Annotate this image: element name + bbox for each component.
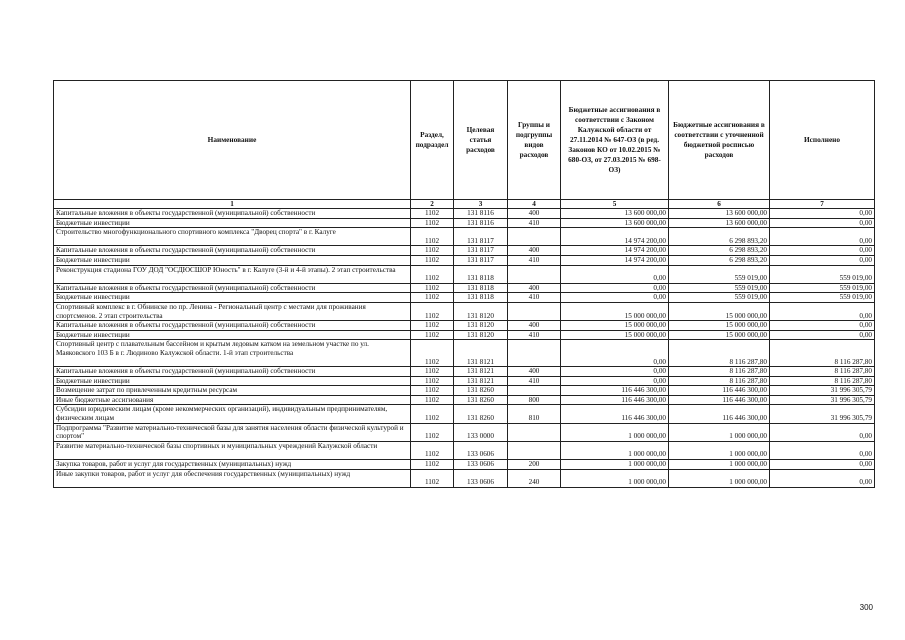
row-group: 410 xyxy=(508,255,561,265)
row-group: 400 xyxy=(508,209,561,219)
row-group: 400 xyxy=(508,367,561,377)
row-executed: 0,00 xyxy=(770,246,875,256)
row-name: Бюджетные инвестиции xyxy=(54,218,411,228)
row-section: 1102 xyxy=(411,330,454,340)
column-number: 2 xyxy=(411,200,454,209)
row-executed: 31 996 305,79 xyxy=(770,386,875,396)
row-name: Строительство многофункционального спортивного комплекса "Дворец спорта" в г. Калуге xyxy=(54,228,411,246)
table-row xyxy=(54,255,875,265)
table-row xyxy=(54,218,875,228)
row-article: 131 8260 xyxy=(454,395,508,405)
row-group xyxy=(508,265,561,283)
row-article: 133 0606 xyxy=(454,441,508,459)
row-name: Иные закупки товаров, работ и услуг для обеспечения государственных (муниципальных) нужд xyxy=(54,469,411,487)
row-budget-law: 14 974 200,00 xyxy=(561,255,669,265)
row-article: 131 8121 xyxy=(454,340,508,367)
table-row xyxy=(54,330,875,340)
row-name: Капитальные вложения в объекты государственной (муниципальной) собственности xyxy=(54,367,411,377)
header-budget-refined: Бюджетные ассигнования в соответствии с уточненной бюджетной росписью расходов xyxy=(669,81,770,200)
row-budget-law: 15 000 000,00 xyxy=(561,321,669,331)
row-budget-law: 15 000 000,00 xyxy=(561,330,669,340)
row-budget-refined: 6 298 893,20 xyxy=(669,228,770,246)
row-budget-law: 0,00 xyxy=(561,340,669,367)
row-name: Возмещение затрат по привлеченным кредитным ресурсам xyxy=(54,386,411,396)
row-budget-refined: 8 116 287,80 xyxy=(669,367,770,377)
row-section: 1102 xyxy=(411,218,454,228)
row-article: 131 8118 xyxy=(454,293,508,303)
header-budget-law: Бюджетные ассигнования в соответствии с Законом Калужской области от 27.11.2014 № 647-ОЗ (в ред. Законов КО от 10.02.2015 № 680-ОЗ, от 27.03.2015 № 698-ОЗ) xyxy=(561,81,669,200)
row-article: 131 8260 xyxy=(454,405,508,423)
row-name: Субсидии юридическим лицам (кроме некоммерческих организаций), индивидуальным предпринимателям, физическим лицам xyxy=(54,405,411,423)
row-budget-refined: 15 000 000,00 xyxy=(669,321,770,331)
row-section: 1102 xyxy=(411,209,454,219)
row-budget-law: 0,00 xyxy=(561,376,669,386)
column-number: 3 xyxy=(454,200,508,209)
row-executed: 0,00 xyxy=(770,330,875,340)
row-executed: 0,00 xyxy=(770,441,875,459)
row-budget-refined: 15 000 000,00 xyxy=(669,330,770,340)
table-row xyxy=(54,367,875,377)
row-budget-refined: 1 000 000,00 xyxy=(669,441,770,459)
row-executed: 8 116 287,80 xyxy=(770,340,875,367)
row-article: 133 0606 xyxy=(454,469,508,487)
column-number: 5 xyxy=(561,200,669,209)
row-executed: 8 116 287,80 xyxy=(770,376,875,386)
row-name: Подпрограмма "Развитие материально-технической базы для занятия населения области физической культурой и спортом" xyxy=(54,423,411,441)
table-row xyxy=(54,469,875,487)
row-article: 133 0000 xyxy=(454,423,508,441)
row-name: Бюджетные инвестиции xyxy=(54,293,411,303)
row-section: 1102 xyxy=(411,283,454,293)
row-budget-refined: 559 019,00 xyxy=(669,265,770,283)
row-executed: 559 019,00 xyxy=(770,265,875,283)
table-row xyxy=(54,209,875,219)
table-row xyxy=(54,386,875,396)
row-name: Реконструкция стадиона ГОУ ДОД "ОСДЮСШОР Юность" в г. Калуге (3-й и 4-й этапы). 2 этап строительства xyxy=(54,265,411,283)
row-budget-law: 116 446 300,00 xyxy=(561,386,669,396)
row-budget-refined: 13 600 000,00 xyxy=(669,209,770,219)
row-article: 131 8116 xyxy=(454,209,508,219)
row-group: 240 xyxy=(508,469,561,487)
row-budget-refined: 559 019,00 xyxy=(669,293,770,303)
row-group: 410 xyxy=(508,293,561,303)
column-number: 4 xyxy=(508,200,561,209)
row-budget-refined: 116 446 300,00 xyxy=(669,395,770,405)
row-group xyxy=(508,302,561,320)
row-group: 200 xyxy=(508,460,561,470)
row-article: 131 8260 xyxy=(454,386,508,396)
row-executed: 0,00 xyxy=(770,423,875,441)
header-row xyxy=(54,81,875,200)
row-budget-law: 15 000 000,00 xyxy=(561,302,669,320)
row-budget-refined: 15 000 000,00 xyxy=(669,302,770,320)
table-row xyxy=(54,395,875,405)
row-executed: 0,00 xyxy=(770,228,875,246)
row-group: 810 xyxy=(508,405,561,423)
header-group: Группы и подгруппы видов расходов xyxy=(508,81,561,200)
row-section: 1102 xyxy=(411,228,454,246)
row-section: 1102 xyxy=(411,265,454,283)
row-group xyxy=(508,386,561,396)
row-budget-law: 14 974 200,00 xyxy=(561,228,669,246)
row-name: Спортивный центр с плавательным бассейном и крытым ледовым катком на земельном участке по ул. Маяковского 103 Б в г. Людиново Калужской области. 1-й этап строительства xyxy=(54,340,411,367)
row-name: Капитальные вложения в объекты государственной (муниципальной) собственности xyxy=(54,283,411,293)
row-budget-law: 1 000 000,00 xyxy=(561,469,669,487)
row-budget-law: 0,00 xyxy=(561,283,669,293)
row-group: 800 xyxy=(508,395,561,405)
row-executed: 559 019,00 xyxy=(770,293,875,303)
row-executed: 0,00 xyxy=(770,302,875,320)
table-row xyxy=(54,228,875,246)
row-group xyxy=(508,228,561,246)
row-executed: 0,00 xyxy=(770,469,875,487)
table-row xyxy=(54,293,875,303)
row-section: 1102 xyxy=(411,376,454,386)
row-section: 1102 xyxy=(411,321,454,331)
budget-table xyxy=(53,80,875,488)
table-row xyxy=(54,265,875,283)
row-section: 1102 xyxy=(411,255,454,265)
row-budget-law: 0,00 xyxy=(561,293,669,303)
row-executed: 0,00 xyxy=(770,460,875,470)
row-article: 131 8120 xyxy=(454,302,508,320)
column-number-row xyxy=(54,200,875,209)
row-executed: 0,00 xyxy=(770,255,875,265)
row-group: 410 xyxy=(508,330,561,340)
header-section: Раздел, подраздел xyxy=(411,81,454,200)
row-budget-refined: 116 446 300,00 xyxy=(669,386,770,396)
row-article: 131 8120 xyxy=(454,321,508,331)
row-budget-law: 1 000 000,00 xyxy=(561,423,669,441)
row-group: 410 xyxy=(508,218,561,228)
row-article: 131 8117 xyxy=(454,228,508,246)
row-name: Капитальные вложения в объекты государственной (муниципальной) собственности xyxy=(54,321,411,331)
row-budget-refined: 1 000 000,00 xyxy=(669,469,770,487)
table-row xyxy=(54,283,875,293)
table-row xyxy=(54,376,875,386)
row-budget-refined: 8 116 287,80 xyxy=(669,376,770,386)
table-row xyxy=(54,246,875,256)
row-name: Бюджетные инвестиции xyxy=(54,376,411,386)
row-section: 1102 xyxy=(411,386,454,396)
row-article: 131 8121 xyxy=(454,376,508,386)
row-section: 1102 xyxy=(411,469,454,487)
row-name: Бюджетные инвестиции xyxy=(54,255,411,265)
row-group xyxy=(508,423,561,441)
row-budget-law: 1 000 000,00 xyxy=(561,441,669,459)
row-executed: 0,00 xyxy=(770,218,875,228)
row-article: 131 8120 xyxy=(454,330,508,340)
row-article: 131 8117 xyxy=(454,255,508,265)
row-budget-law: 0,00 xyxy=(561,367,669,377)
row-name: Бюджетные инвестиции xyxy=(54,330,411,340)
row-budget-refined: 1 000 000,00 xyxy=(669,460,770,470)
row-name: Капитальные вложения в объекты государственной (муниципальной) собственности xyxy=(54,209,411,219)
header-executed: Исполнено xyxy=(770,81,875,200)
row-budget-law: 13 600 000,00 xyxy=(561,218,669,228)
header-article: Целевая статья расходов xyxy=(454,81,508,200)
row-budget-law: 0,00 xyxy=(561,265,669,283)
row-budget-refined: 6 298 893,20 xyxy=(669,246,770,256)
row-executed: 8 116 287,80 xyxy=(770,367,875,377)
row-group xyxy=(508,441,561,459)
row-section: 1102 xyxy=(411,395,454,405)
row-section: 1102 xyxy=(411,302,454,320)
row-executed: 31 996 305,79 xyxy=(770,405,875,423)
page-number: 300 xyxy=(859,603,873,612)
row-name: Капитальные вложения в объекты государственной (муниципальной) собственности xyxy=(54,246,411,256)
row-budget-law: 116 446 300,00 xyxy=(561,395,669,405)
row-budget-refined: 1 000 000,00 xyxy=(669,423,770,441)
row-budget-refined: 13 600 000,00 xyxy=(669,218,770,228)
row-budget-refined: 116 446 300,00 xyxy=(669,405,770,423)
table-row xyxy=(54,321,875,331)
row-executed: 0,00 xyxy=(770,209,875,219)
row-group xyxy=(508,340,561,367)
table-row xyxy=(54,302,875,320)
row-section: 1102 xyxy=(411,246,454,256)
table-row xyxy=(54,441,875,459)
row-name: Закупка товаров, работ и услуг для государственных (муниципальных) нужд xyxy=(54,460,411,470)
row-executed: 559 019,00 xyxy=(770,283,875,293)
row-article: 133 0606 xyxy=(454,460,508,470)
row-section: 1102 xyxy=(411,293,454,303)
row-section: 1102 xyxy=(411,340,454,367)
row-budget-refined: 6 298 893,20 xyxy=(669,255,770,265)
table-row xyxy=(54,460,875,470)
row-executed: 0,00 xyxy=(770,321,875,331)
row-group: 410 xyxy=(508,376,561,386)
table-row xyxy=(54,340,875,367)
row-article: 131 8121 xyxy=(454,367,508,377)
row-section: 1102 xyxy=(411,367,454,377)
row-group: 400 xyxy=(508,283,561,293)
row-article: 131 8117 xyxy=(454,246,508,256)
row-name: Иные бюджетные ассигнования xyxy=(54,395,411,405)
column-number: 7 xyxy=(770,200,875,209)
row-budget-law: 1 000 000,00 xyxy=(561,460,669,470)
row-budget-law: 116 446 300,00 xyxy=(561,405,669,423)
row-article: 131 8116 xyxy=(454,218,508,228)
table-body xyxy=(54,209,875,488)
row-section: 1102 xyxy=(411,441,454,459)
row-budget-refined: 8 116 287,80 xyxy=(669,340,770,367)
row-group: 400 xyxy=(508,246,561,256)
row-article: 131 8118 xyxy=(454,265,508,283)
row-section: 1102 xyxy=(411,405,454,423)
row-section: 1102 xyxy=(411,460,454,470)
row-name: Спортивный комплекс в г. Обнинске по пр. Ленина - Региональный центр с местами для проживания спортсменов. 2 этап строительства xyxy=(54,302,411,320)
column-number: 1 xyxy=(54,200,411,209)
row-section: 1102 xyxy=(411,423,454,441)
row-name: Развитие материально-технической базы спортивных и муниципальных учреждений Калужской области xyxy=(54,441,411,459)
row-budget-law: 13 600 000,00 xyxy=(561,209,669,219)
column-number: 6 xyxy=(669,200,770,209)
row-group: 400 xyxy=(508,321,561,331)
header-name: Наименование xyxy=(54,81,411,200)
table-row xyxy=(54,423,875,441)
row-article: 131 8118 xyxy=(454,283,508,293)
row-executed: 31 996 305,79 xyxy=(770,395,875,405)
row-budget-refined: 559 019,00 xyxy=(669,283,770,293)
table-row xyxy=(54,405,875,423)
row-budget-law: 14 974 200,00 xyxy=(561,246,669,256)
